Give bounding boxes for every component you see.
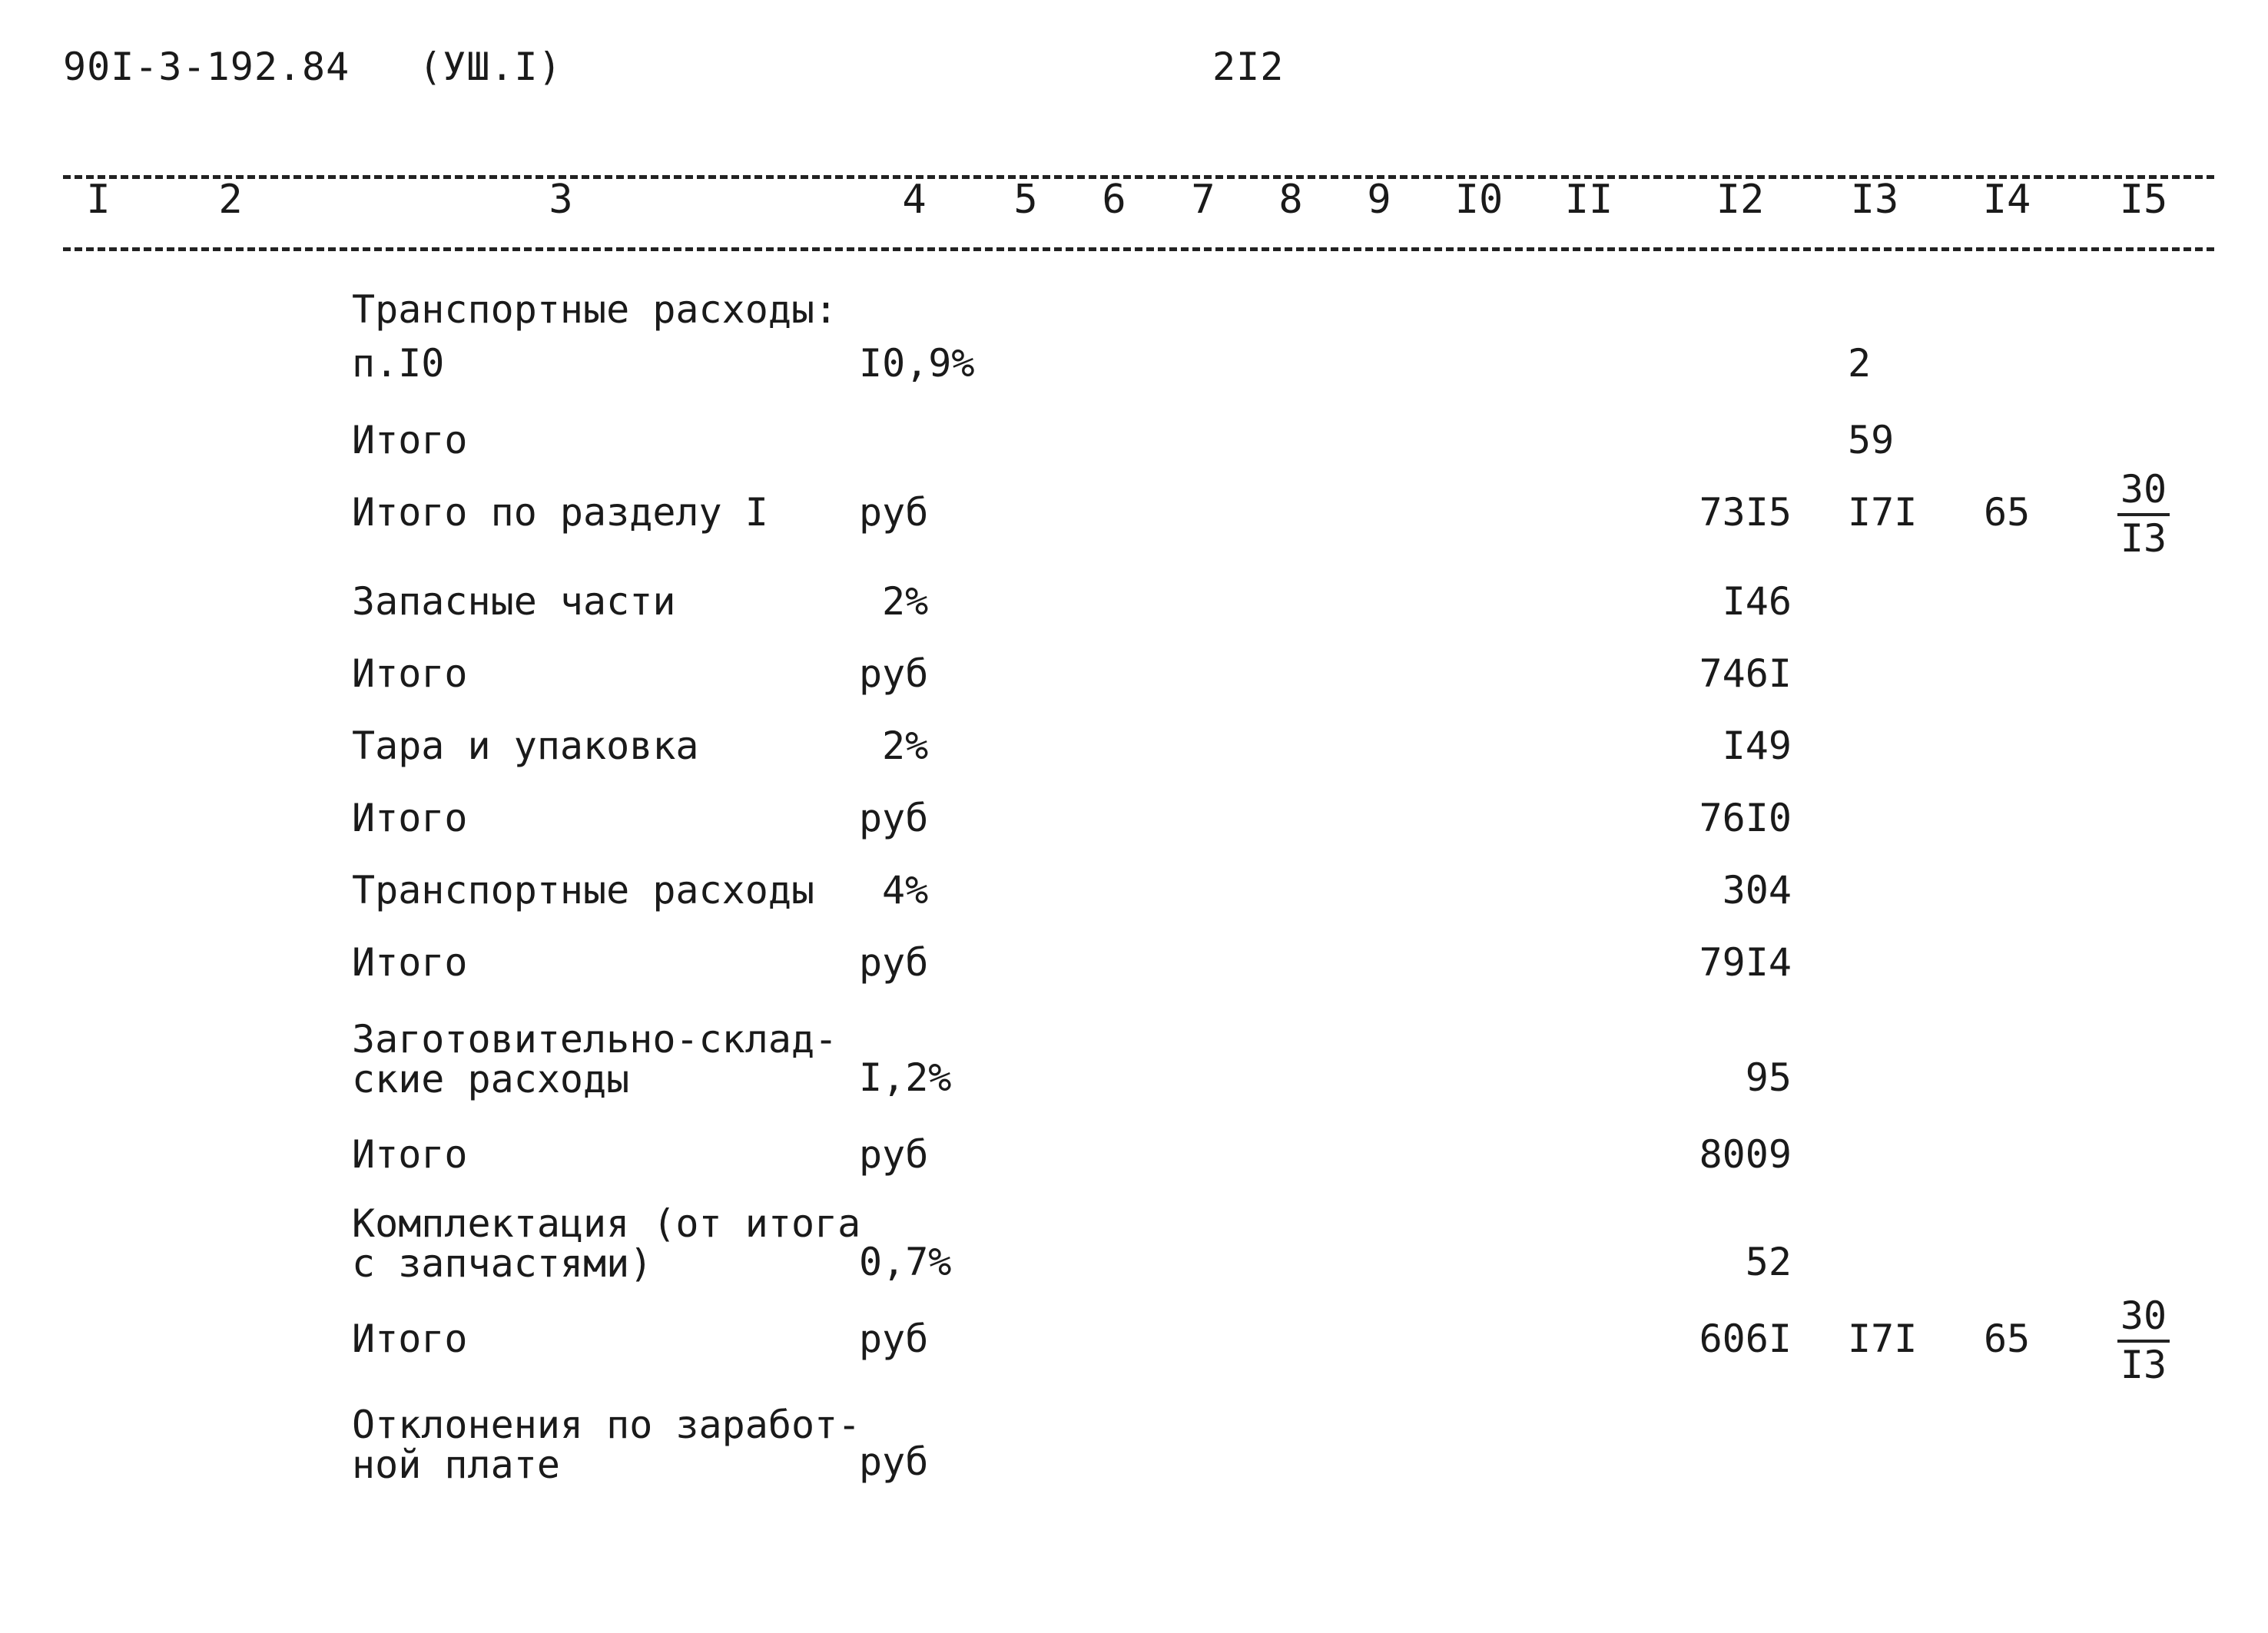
col4-rate: руб xyxy=(859,1317,929,1361)
row-description-line1: Итого xyxy=(352,940,468,985)
column-number: 6 xyxy=(1102,177,1126,223)
column-number: 3 xyxy=(549,177,573,223)
col12-amount: 304 xyxy=(1722,868,1792,913)
row-description-line2: ной плате xyxy=(352,1443,560,1487)
row-description-line1: Транспортные расходы: xyxy=(352,287,838,332)
column-number: 5 xyxy=(1013,177,1038,223)
row-description xyxy=(352,1403,861,1487)
column-number: I0 xyxy=(1454,177,1504,223)
fraction-numerator: 30 xyxy=(2117,1297,2170,1343)
row-description xyxy=(352,724,699,768)
row-description-line1: Запасные части xyxy=(352,579,676,624)
row-description xyxy=(352,287,838,386)
col12-amount: 606I xyxy=(1699,1317,1792,1361)
fraction-numerator: 30 xyxy=(2117,470,2170,516)
row-description xyxy=(352,490,768,535)
row-description-line2: п.I0 xyxy=(352,341,445,386)
col4-rate: I0,9% xyxy=(859,341,975,386)
column-number: II xyxy=(1564,177,1613,223)
fraction-denominator: I3 xyxy=(2120,516,2167,561)
row-description xyxy=(352,418,468,462)
row-description-line1: Заготовительно-склад- xyxy=(352,1017,838,1062)
row-description xyxy=(352,1201,861,1286)
row-description xyxy=(352,1317,468,1361)
col4-rate: 4% xyxy=(882,868,929,913)
col12-amount: 95 xyxy=(1745,1055,1792,1100)
col13-amount: I7I xyxy=(1848,490,1918,535)
column-number: I4 xyxy=(1982,177,2031,223)
row-description xyxy=(352,868,815,913)
col14-amount: 65 xyxy=(1984,1317,2031,1361)
row-description-line1: Отклонения по заработ- xyxy=(352,1403,861,1447)
row-description-line2: с запчастями) xyxy=(352,1241,653,1286)
col4-rate: руб xyxy=(859,1132,929,1177)
row-description-line1: Тара и упаковка xyxy=(352,724,699,768)
row-description-line1: Итого xyxy=(352,418,468,462)
column-number: I5 xyxy=(2119,177,2168,223)
row-description xyxy=(352,651,468,696)
row-description xyxy=(352,1017,838,1101)
col4-rate: руб xyxy=(859,940,929,985)
col4-rate: 2% xyxy=(882,579,929,624)
row-description xyxy=(352,579,676,624)
document-code: 90I-3-192.84 xyxy=(63,45,350,89)
col12-amount: 73I5 xyxy=(1699,490,1792,535)
col12-amount: 8009 xyxy=(1699,1132,1792,1177)
col13-amount: I7I xyxy=(1848,1317,1918,1361)
col4-rate: руб xyxy=(859,490,929,535)
col4-rate: руб xyxy=(859,651,929,696)
table-header-bottom-rule xyxy=(63,247,2214,251)
row-description-line1: Итого xyxy=(352,651,468,696)
row-description-line1: Итого xyxy=(352,796,468,840)
col12-amount: 746I xyxy=(1699,651,1792,696)
col4-rate: 2% xyxy=(882,724,929,768)
row-description-line1: Комплектация (от итога xyxy=(352,1201,861,1246)
col15-fraction xyxy=(2113,467,2174,561)
fraction-denominator: I3 xyxy=(2120,1343,2167,1387)
column-number: 8 xyxy=(1278,177,1303,223)
column-number: I2 xyxy=(1716,177,1765,223)
col12-amount: 79I4 xyxy=(1699,940,1792,985)
row-description-line1: Транспортные расходы xyxy=(352,868,815,913)
col4-rate: I,2% xyxy=(859,1055,952,1100)
col12-amount: 52 xyxy=(1745,1240,1792,1284)
col12-amount: I46 xyxy=(1722,579,1792,624)
col4-rate: руб xyxy=(859,796,929,840)
row-description xyxy=(352,940,468,985)
col12-amount: I49 xyxy=(1722,724,1792,768)
col14-amount: 65 xyxy=(1984,490,2031,535)
col13-amount: 59 xyxy=(1848,418,1895,462)
row-description xyxy=(352,1132,468,1177)
row-description xyxy=(352,796,468,840)
col13-amount: 2 xyxy=(1848,341,1872,386)
col4-rate: 0,7% xyxy=(859,1240,952,1284)
volume-label: (УШ.I) xyxy=(419,45,562,89)
row-description-line1: Итого по разделу I xyxy=(352,490,768,535)
col12-amount: 76I0 xyxy=(1699,796,1792,840)
row-description-line2: ские расходы xyxy=(352,1057,630,1101)
row-description-line1: Итого xyxy=(352,1132,468,1177)
col4-rate: руб xyxy=(859,1439,929,1484)
column-number: I3 xyxy=(1850,177,1899,223)
column-number: 2 xyxy=(218,177,243,223)
column-number: I xyxy=(86,177,111,223)
row-description-line1: Итого xyxy=(352,1317,468,1361)
col15-fraction xyxy=(2113,1293,2174,1387)
column-number: 7 xyxy=(1191,177,1215,223)
column-number: 9 xyxy=(1367,177,1391,223)
column-number: 4 xyxy=(902,177,927,223)
page-number: 2I2 xyxy=(1212,45,1285,89)
